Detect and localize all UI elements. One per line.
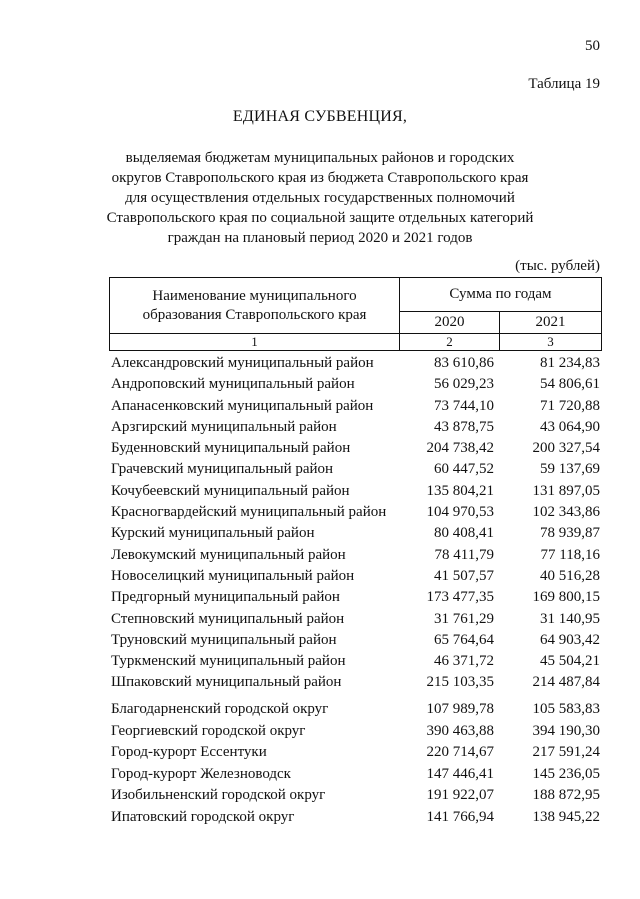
table-row [109,545,602,566]
row-value-2021: 214 487,84 [532,674,600,691]
row-value-2020: 215 103,35 [426,674,494,691]
page-number: 50 [585,38,600,54]
row-value-2021: 102 343,86 [532,504,600,521]
table-row [109,396,602,417]
table-header [109,277,602,351]
row-value-2021: 45 504,21 [540,653,600,670]
row-value-2021: 40 516,28 [540,567,600,584]
row-value-2020: 73 744,10 [434,397,494,414]
row-name: Георгиевский городской округ [111,722,306,739]
header-year-2020: 2020 [400,312,500,334]
row-value-2020: 83 610,86 [434,355,494,371]
table-row [109,587,602,608]
table-row [109,566,602,587]
document-subtitle: выделяемая бюджетам муниципальных районов и городских округов Ставропольского края из бюджета Ставропольского края для осуществления отдельных государственных полномочий Ставропольского края по социальной защите отдельных категорий граждан на плановый период 2020 и 2021 годов [106,150,534,246]
row-value-2020: 204 738,42 [426,440,494,457]
row-value-2020: 41 507,57 [434,567,494,584]
okrugs-table-body [109,699,602,829]
row-value-2020: 104 970,53 [426,504,494,521]
row-value-2020: 147 446,41 [426,765,494,782]
table-row [109,353,602,374]
row-name: Благодарненский городской округ [111,701,329,717]
table-row [109,438,602,459]
table-row [109,523,602,544]
header-col-number-2: 2 [400,334,500,350]
row-value-2021: 54 806,61 [540,376,600,393]
row-name: Буденновский муниципальный район [111,440,351,457]
row-value-2021: 169 800,15 [532,589,600,606]
row-value-2021: 145 236,05 [532,765,600,782]
table-row [109,459,602,480]
row-name: Ипатовский городской округ [111,808,295,825]
document-title: ЕДИНАЯ СУБВЕНЦИЯ, [232,108,408,125]
row-name: Степновский муниципальный район [111,610,345,627]
row-value-2021: 64 903,42 [540,631,600,648]
table-row [109,502,602,523]
table-row [109,672,602,693]
row-value-2020: 390 463,88 [426,722,494,739]
row-value-2020: 43 878,75 [434,418,494,435]
row-value-2021: 59 137,69 [540,461,600,478]
row-value-2021: 31 140,95 [540,610,600,627]
row-value-2020: 173 477,35 [426,589,494,606]
row-value-2020: 46 371,72 [434,653,494,670]
row-value-2021: 105 583,83 [532,701,600,717]
row-name: Труновский муниципальный район [111,631,337,648]
row-name: Изобильненский городской округ [111,787,326,804]
row-value-2021: 200 327,54 [532,440,600,457]
table-row [109,764,602,786]
row-value-2020: 80 408,41 [434,525,494,542]
row-name: Левокумский муниципальный район [111,546,346,563]
table-row [109,699,602,721]
row-value-2020: 220 714,67 [426,744,494,761]
row-value-2021: 77 118,16 [540,546,600,563]
row-value-2020: 78 411,79 [434,546,494,563]
row-name: Александровский муниципальный район [111,355,374,371]
row-name: Апанасенковский муниципальный район [111,397,374,414]
row-value-2020: 135 804,21 [426,482,494,499]
units-label: (тыс. рублей) [515,258,600,274]
row-name: Грачевский муниципальный район [111,461,334,478]
row-value-2021: 217 591,24 [532,744,600,761]
row-name: Андроповский муниципальный район [111,376,355,393]
table-row [109,742,602,764]
row-value-2021: 81 234,83 [540,355,600,371]
row-value-2020: 107 989,78 [426,701,494,717]
row-name: Город-курорт Железноводск [111,765,291,782]
row-value-2021: 131 897,05 [532,482,600,499]
districts-table-body [109,353,602,694]
table-row [109,609,602,630]
header-col-number-1: 1 [110,334,400,350]
row-value-2020: 141 766,94 [426,808,494,825]
row-value-2020: 56 029,23 [434,376,494,393]
row-value-2020: 191 922,07 [426,787,494,804]
row-name: Новоселицкий муниципальный район [111,567,355,584]
row-name: Красногвардейский муниципальный район [111,504,387,521]
table-row [109,721,602,743]
row-name: Предгорный муниципальный район [111,589,340,606]
row-value-2020: 65 764,64 [434,631,494,648]
row-value-2021: 71 720,88 [540,397,600,414]
row-value-2021: 43 064,90 [540,418,600,435]
row-name: Город-курорт Ессентуки [111,744,267,761]
header-col-number-3: 3 [547,334,554,349]
row-name: Арзгирский муниципальный район [111,418,337,435]
row-value-2020: 60 447,52 [434,461,494,478]
row-name: Шпаковский муниципальный район [111,674,342,691]
table-label: Таблица 19 [528,76,600,92]
table-row [109,651,602,672]
table-row [109,417,602,438]
row-value-2021: 394 190,30 [532,722,600,739]
row-value-2020: 31 761,29 [434,610,494,627]
row-value-2021: 188 872,95 [532,787,600,804]
table-row [109,807,602,829]
row-value-2021: 78 939,87 [540,525,600,542]
header-sum-column: Сумма по годам [400,278,601,312]
table-row [109,785,602,807]
row-value-2021: 138 945,22 [532,808,600,825]
table-row [109,630,602,651]
table-row [109,481,602,502]
row-name: Курский муниципальный район [111,525,315,542]
row-name: Туркменский муниципальный район [111,653,346,670]
header-name-column: Наименование муниципального образования Ставропольского края [110,278,400,334]
table-row [109,374,602,395]
row-name: Кочубеевский муниципальный район [111,482,350,499]
header-year-2021: 2021 [500,312,601,334]
